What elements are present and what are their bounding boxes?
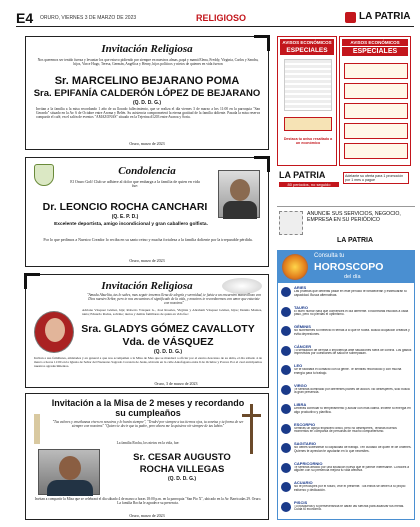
zodiac-sign-name: PISCIS [294, 499, 308, 505]
zodiac-sign-icon [281, 385, 291, 395]
horoscope-entry [278, 324, 414, 344]
photo-face [45, 318, 65, 342]
zodiac-sign-icon [281, 424, 291, 434]
zodiac-sign-text: No te preocupes por el futuro, vive el presente. Tus éxitos se deben a tu propio esfuerzo y dedicación. [294, 485, 406, 492]
horoscope-entry [278, 441, 414, 461]
horoscope-list [278, 285, 414, 519]
deceased-name-2: Vda. de VÁSQUEZ [122, 336, 214, 348]
zodiac-sign-text: Te sentirás dominado por diferentes planes de acción. No desesperes, sólo busca la gran presencia. [294, 387, 410, 395]
rest-in-peace-tag: (Q. D. D. G.) [132, 100, 162, 106]
horoscope-entry [278, 344, 414, 364]
mass-invitation-ad [25, 393, 269, 520]
ad-body: Invitan a compartir la Misa que se celebrará el día sábado 4 de marzo a horas 18:00 p.m. en la parroquia "San Pío X", ubicado en la Av. Barricadas 29. Oruro. La familia Rocha le agradece su presencia. [34, 497, 262, 506]
page-header [0, 0, 420, 30]
ad-quote: "Amada Abuelita, tus lo sabes, mas seguir tenemos llena de alegría y serenidad, te fuiste a un encuentro maravilloso con Dios nuestro Señor, pero te nos encuentras el significado de la vida, y nosotros te recordaremos con amor que estuviste con nosotros" [86, 293, 262, 306]
section-title: RELIGIOSO [196, 13, 247, 23]
zodiac-sign-text: Las pruebas que deberás pasar en este período te fortalecerán y estimularán tu capacidad. Busca alternativas. [294, 290, 407, 297]
photo-body [223, 201, 257, 219]
photo-body [47, 480, 93, 496]
promo-title: AVISOS ECONÓMICOS [280, 39, 334, 46]
ad-intro: El Oruro Golf Club se adhiere al dolor que embarga a la familia de quien en vida fue: [70, 179, 200, 189]
promo-sample-ad-4 [344, 123, 408, 139]
candle-icon [34, 414, 40, 444]
announce-block [277, 206, 415, 248]
deceased-photo [38, 449, 100, 495]
horoscope-block [277, 250, 415, 520]
deceased-name: Sra. GLADYS GÓMEZ CAVALLOTY [81, 323, 255, 335]
horoscope-top: Consulta tu [314, 253, 345, 259]
deceased-name: Dr. LEONCIO ROCHA CANCHARI [42, 201, 208, 213]
zodiac-sign-text: Te sentirás atraído por una situación nueva que te parece interesante. Conoces a alguien con su presencia mejora tu vida afectiva. [294, 465, 409, 473]
zodiac-sign-name: ACUARIO [294, 480, 313, 485]
deceased-photo [218, 170, 260, 218]
promo-logo: LA PATRIA [279, 170, 326, 180]
zodiac-sign-text: Sentirás un apoyo financiero difícil, pero no desesperes. Tendrás buenos momentos en compañía de personas de mucho compañerismo. [294, 426, 397, 434]
deceased-name-2: Sra. EPIFANÍA CALDERÓN LÓPEZ DE BEJARANO [33, 88, 261, 99]
crucifix-icon [250, 404, 253, 454]
newspaper-promo [277, 170, 415, 200]
ad-intro: Adriana Vásquez Gómez, hija; Roberto Vásquez G., José Rosales, Virginia y Abraham Vásquez Gómez, hijos; Dennis Montes, nieta; Eduardo Rodas, sobrino; nietos y demás familiares de quien en vida fue: [82, 308, 262, 317]
zodiac-sign-text: No subestimes tu intelecto ni temas a lo que te rodea. Busca ocupación creativa y evita depresiones. [294, 329, 410, 336]
rest-in-peace-tag: (Q. D. D. G.) [153, 349, 183, 355]
ad-place-date: Oruro, 3 de marzo de 2023 [154, 381, 198, 386]
announce-logo: LA PATRIA [337, 237, 374, 244]
zodiac-sign-text: Tu sensación de derrota o impotencia ante situaciones fuera de control. Los gastos imprevistos por cuestiones de salud te sobrepasan. [294, 348, 412, 356]
horoscope-subtitle: del día [344, 274, 361, 280]
page-date: ORURO, VIERNES 3 DE MARZO DE 2023 [40, 15, 137, 21]
announce-icon [279, 211, 303, 235]
promo-sample-ad-5 [344, 143, 408, 159]
ad-description: Excelente deportista, amigo incondicional y gran caballero golfista. [54, 222, 208, 227]
horoscope-entry [278, 305, 414, 325]
ad-title: Invitación Religiosa [101, 280, 193, 292]
zodiac-sign-icon [281, 404, 291, 414]
ad-place-date: Oruro, marzo de 2023 [129, 258, 165, 263]
zodiac-sign-icon [281, 326, 291, 336]
zodiac-sign-text: Se te facilitará el contacto con la gente. Te sentirás reconocido y con mucha energía para tu trabajo. [294, 368, 402, 375]
ad-title: Invitación Religiosa [101, 43, 193, 55]
horoscope-title: HOROSCOPO [314, 261, 384, 273]
promo-subline: 80 períodos, no seguido [279, 182, 339, 187]
zodiac-sign-icon [281, 346, 291, 356]
horoscope-entry [278, 285, 414, 305]
ad-quote: "Tus valores y enseñanzas viven en nosotros y lo harán siempre", "Tendré por siempre a tus tiernos ojos, tu sonrisa y tu forma de ser siempre con nosotros" "Quiero te decir que tu padre, pero ahora me la quisiera oír siempre de tus labios" [52, 420, 244, 429]
ad-intro: Nos queremos ser tenido fuerza y levantar los que estuvo pidiendo por siempre en nuestros almas, papá y mamá Elena, Freddy, Virginia, Carlos y Sandra, hijos, Vince Hugo, Teresa, Germán, Angélica y Henry, hijos políticos y nietos de quienes en vida fueron [37, 58, 259, 67]
zodiac-sign-name: VIRGO [294, 382, 307, 388]
zodiac-sign-icon [281, 482, 291, 492]
promo-side-note: Adelante su oferta para 1 promoción por 1 mes u pague [343, 172, 409, 184]
deceased-name-2: ROCHA VILLEGAS [139, 464, 225, 475]
logo-text: LA PATRIA [359, 11, 411, 22]
promo-highlight-box [284, 117, 332, 131]
crucifix-arm [242, 414, 261, 417]
invitation-ad-2 [25, 274, 269, 388]
zodiac-sign-name: LEO [294, 363, 303, 368]
horoscope-entry [278, 461, 414, 481]
horoscope-entry [278, 500, 414, 520]
page-number: E4 [16, 10, 34, 26]
horoscope-entry [278, 422, 414, 442]
ad-intro: La familia Rocha, los nietos en la vida, fue: [116, 441, 180, 445]
zodiac-sign-name: SAGITARIO [294, 441, 316, 446]
deceased-name: Sr. CESAR AUGUSTO [133, 452, 231, 463]
zodiac-sign-icon [281, 307, 291, 317]
zodiac-sign-name: LIBRA [294, 402, 307, 407]
promo-sample-ad-1 [344, 63, 408, 79]
zodiac-sign-text: No debes subestimar tu capacidad de trabajo. Ten cuidado de quien te dé órdenes. Quienes te aprecian te ayudarán en lo que necesites. [294, 446, 412, 453]
horoscope-entry [278, 480, 414, 500]
rest-in-peace-tag: (Q. D. D. G.) [167, 476, 197, 482]
horoscope-banner [278, 251, 414, 283]
newspaper-logo [345, 11, 413, 25]
zodiac-sign-name: CÁNCER [294, 343, 312, 349]
horoscope-entry [278, 383, 414, 403]
zodiac-sign-name: ESCORPIO [294, 421, 316, 427]
zodiac-sign-icon [281, 287, 291, 297]
invitation-ad-1 [25, 36, 269, 150]
classified-promo-2 [339, 36, 411, 166]
promo-title: AVISOS ECONÓMICOS [342, 39, 408, 46]
zodiac-sign-text: El buen humor hará que comiences el día diferente. Encontrarás escollos a cada paso, pero no pierdas el optimismo. [294, 309, 409, 317]
promo-subtitle: ESPECIALES [342, 47, 408, 56]
zodiac-sign-text: Tu búsqueda y tu perseverancia te darán las fuerzas para alcanzar tus metas. Cuida tu economía. [294, 504, 405, 512]
header-rule [16, 26, 414, 27]
classifieds-column [277, 36, 415, 520]
zodiac-sign-icon [281, 463, 291, 473]
ad-body: Invitan a sus familiares, amistades y en general a que nos acompañen a la Misa de Mes que se mandará a oficiar por el eterno descanso de su alma, el día sábado 4 de marzo a horas 11:00 en la Iglesia de Señor del Nazareno Sagrado Corazón de Jesús, ubicada en la calle Antofagasta entre 6 de Octubre y Potosí. Por el cual anticipamos nuestros agradecimientos. [34, 356, 262, 368]
announce-text: ANUNCIE SUS SERVICIOS, NEGOCIO, EMPRESA EN SU PERIÓDICO [307, 211, 401, 223]
promo-subtitle: ESPECIALES [280, 46, 334, 55]
zodiac-wheel-icon [282, 254, 308, 280]
logo-icon [345, 12, 356, 23]
zodiac-sign-text: Deberás controlar tu temperamento y actuar con más calma. Invierte tu energía en algo productivo y planifica. [294, 407, 411, 414]
promo-sample-ad-2 [344, 83, 408, 99]
photo-head [230, 179, 250, 201]
ad-body: Por lo que pedimos a Nuestro Creador lo reciba en su santo reino y mucha fortaleza a la familia doliente por la irreparable pérdida. [43, 237, 253, 242]
condolence-ad [25, 157, 269, 267]
zodiac-sign-name: CAPRICORNIO [294, 460, 323, 466]
horoscope-entry [278, 363, 414, 383]
rest-in-peace-tag: (Q. E. P. D.) [111, 214, 139, 220]
zodiac-sign-icon [281, 365, 291, 375]
classified-promo-1 [277, 36, 337, 166]
zodiac-sign-icon [281, 502, 291, 512]
promo-note: Destaca tu aviso resaltado a un económico [283, 137, 333, 145]
ad-title: Condolencia [118, 165, 176, 177]
photo-head [59, 456, 81, 480]
horoscope-entry [278, 402, 414, 422]
ad-place-date: Oruro, marzo de 2023 [129, 513, 165, 518]
ad-body: Invitan a la familia a la misa recordando 1 año de su llorado fallecimiento, que se realiza el día viernes 3 de marzo a hrs 11:00 en la parroquia "San Gerardo" situado en la Av. 6 de Octubre entre Aroma y Belén. Su asistencia comprometerá la eterna gratitud de la familia doliente. Pasada la misa reserva compartir el café, en el salón de eventos "AMAZONAS" situado en la Tejerina #1203 entre Avaroa y Soria. [36, 107, 260, 120]
zodiac-sign-name: GÉMINIS [294, 324, 311, 329]
zodiac-sign-name: TAURO [294, 304, 308, 310]
ad-title: Invitación a la Misa de 2 meses y recordando su cumpleaños [51, 398, 245, 418]
zodiac-sign-name: ARIES [294, 285, 307, 290]
zodiac-sign-icon [281, 443, 291, 453]
promo-sample-ads [284, 59, 332, 111]
promo-sample-ad-3 [344, 103, 408, 119]
deceased-name: Sr. MARCELINO BEJARANO POMA [54, 75, 240, 87]
ad-place-date: Oruro, marzo de 2023 [129, 141, 165, 146]
